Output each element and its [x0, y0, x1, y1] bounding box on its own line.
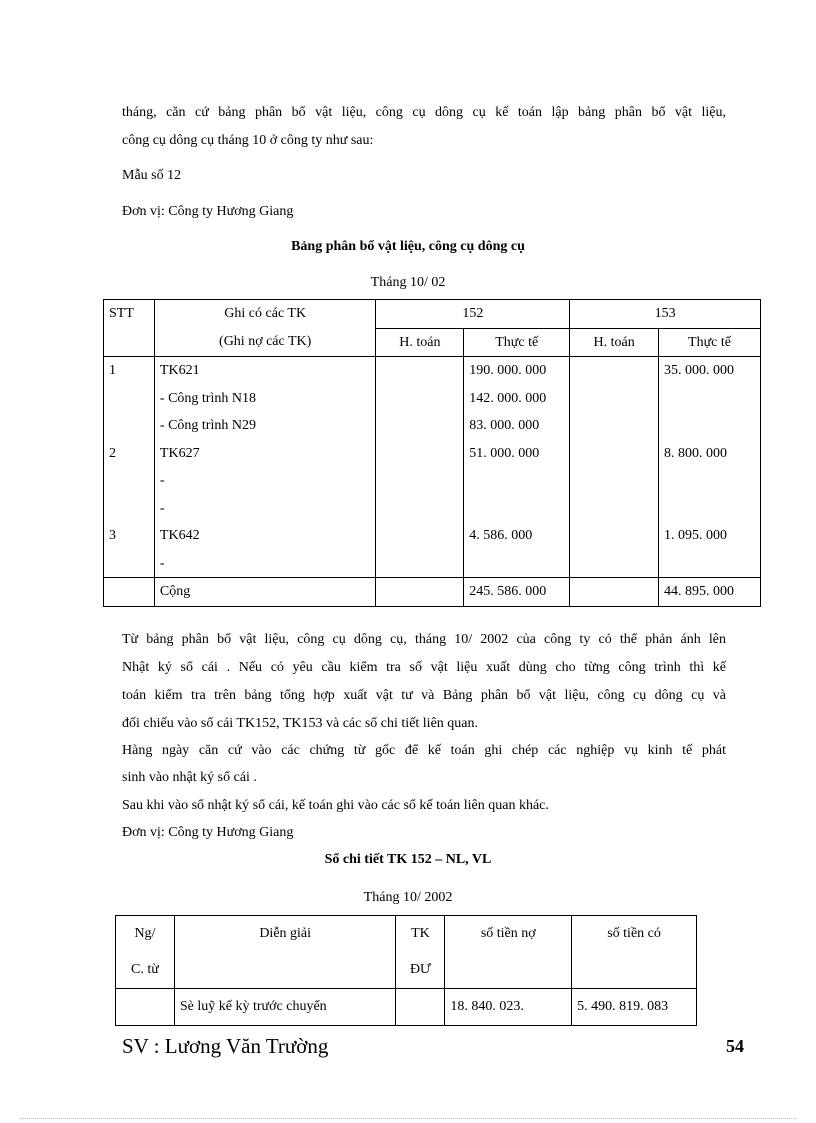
- cell-t152: 4. 586. 000: [464, 522, 570, 550]
- total-t153: 44. 895. 000: [659, 578, 761, 607]
- cell-h153: [570, 440, 659, 468]
- cell-co: 5. 490. 819. 083: [572, 989, 697, 1026]
- cell-tk: [396, 989, 445, 1026]
- cell-name: - Công trình N29: [154, 412, 376, 440]
- cell-stt: [104, 495, 155, 523]
- table-total-row: [104, 578, 761, 607]
- cell-t152: 83. 000. 000: [464, 412, 570, 440]
- header-tk-line1: TK: [411, 926, 430, 941]
- cell-h152: [376, 578, 464, 607]
- cell-h153: [570, 357, 659, 385]
- cell-h152: [376, 550, 464, 578]
- header-ghi-co-line1: Ghi có các TK: [224, 306, 307, 321]
- header-152-thuc-te: Thực tế: [464, 328, 570, 357]
- cell-t153: 1. 095. 000: [659, 522, 761, 550]
- cell-h153: [570, 467, 659, 495]
- cell-h153: [570, 578, 659, 607]
- table-row: [104, 467, 761, 495]
- cell-h152: [376, 440, 464, 468]
- cell-t153: [659, 412, 761, 440]
- cell-h152: [376, 467, 464, 495]
- cell-t153: 35. 000. 000: [659, 357, 761, 385]
- table1-month: Tháng 10/ 02: [370, 275, 446, 290]
- header-ng-ctu: [116, 916, 175, 989]
- cell-h152: [376, 522, 464, 550]
- intro-line-2: công cụ dông cụ tháng 10 ở công ty như sau:: [122, 133, 374, 148]
- cell-stt: [104, 412, 155, 440]
- body-p3: Sau khi vào sổ nhật ký sổ cái, kế toán ghi vào các sổ kế toán liên quan khác.: [122, 798, 549, 813]
- header-ghi-co: [154, 300, 376, 357]
- table-row: [104, 495, 761, 523]
- cell-stt: 3: [104, 522, 155, 550]
- header-tk-du: [396, 916, 445, 989]
- header-so-tien-co: số tiền có: [572, 916, 697, 989]
- cell-t153: [659, 550, 761, 578]
- body-p2-line1: Hàng ngày căn cứ vào các chứng từ gốc để kế toán ghi chép các nghiệp vụ kinh tế phát: [122, 743, 726, 758]
- header-153-thuc-te: Thực tế: [659, 328, 761, 357]
- table2-month: Tháng 10/ 2002: [363, 890, 453, 905]
- total-t152: 245. 586. 000: [464, 578, 570, 607]
- header-tk-line2: ĐƯ: [409, 962, 431, 977]
- cell-name: TK621: [154, 357, 376, 385]
- header-ghi-co-line2: (Ghi nợ các TK): [219, 333, 312, 349]
- table-row: [104, 412, 761, 440]
- student-name: SV : Lương Văn Trường: [122, 1034, 329, 1058]
- cell-name: TK627: [154, 440, 376, 468]
- unit-label-2: Đơn vị: Công ty Hương Giang: [122, 825, 294, 840]
- intro-line-1: tháng, căn cứ bảng phân bổ vật liệu, công cụ dông cụ kế toán lập bảng phân bổ vật liệu,: [122, 105, 726, 120]
- cell-stt: 2: [104, 440, 155, 468]
- cell-h152: [376, 385, 464, 413]
- table-row: [104, 522, 761, 550]
- table-header-row: [116, 916, 697, 989]
- total-label: Cộng: [154, 578, 376, 607]
- table-row: [116, 989, 697, 1026]
- unit-label: Đơn vị: Công ty Hương Giang: [122, 204, 294, 219]
- cell-t153: [659, 467, 761, 495]
- cell-h153: [570, 412, 659, 440]
- body-p1-line4: đối chiếu vào sổ cái TK152, TK153 và các sổ chi tiết liên quan.: [122, 716, 479, 731]
- cell-t153: [659, 495, 761, 523]
- cell-name: - Công trình N18: [154, 385, 376, 413]
- header-so-tien-no: số tiền nợ: [445, 916, 572, 989]
- body-p1-line2: Nhật ký sổ cái . Nếu có yêu cầu kiểm tra số vật liệu xuất dùng cho từng công trình thì kế: [122, 660, 726, 675]
- cell-stt: 1: [104, 357, 155, 385]
- body-p1-line1: Từ bảng phân bổ vật liệu, công cụ dông cụ, tháng 10/ 2002 của công ty có thể phản ánh lên: [122, 632, 726, 647]
- table-row: [104, 385, 761, 413]
- table1-title: Bảng phân bổ vật liệu, công cụ dông cụ: [291, 239, 525, 254]
- cell-t152: 51. 000. 000: [464, 440, 570, 468]
- table2-title: Sổ chi tiết TK 152 – NL, VL: [324, 852, 492, 867]
- cell-stt: [104, 550, 155, 578]
- table-header-row: [104, 300, 761, 329]
- table-row: [104, 550, 761, 578]
- cell-t152: 190. 000. 000: [464, 357, 570, 385]
- header-acc-153: 153: [570, 300, 761, 329]
- cell-h153: [570, 385, 659, 413]
- page-bottom-divider: [20, 1118, 796, 1119]
- table-row: [104, 440, 761, 468]
- cell-stt: [104, 385, 155, 413]
- header-dien-giai: Diễn giải: [174, 916, 396, 989]
- cell-t153: [659, 385, 761, 413]
- header-153-h-toan: H. toán: [570, 328, 659, 357]
- cell-dien-giai: Sè luỹ kế kỳ trước chuyển: [174, 989, 396, 1026]
- cell-name: -: [154, 467, 376, 495]
- cell-h153: [570, 495, 659, 523]
- cell-stt: [104, 578, 155, 607]
- header-ng-line2: C. từ: [131, 962, 159, 977]
- cell-t152: [464, 467, 570, 495]
- cell-h153: [570, 522, 659, 550]
- header-ng-line1: Ng/: [134, 926, 156, 941]
- cell-stt: [104, 467, 155, 495]
- body-p1-line3: toán kiểm tra trên bảng tổng hợp xuất vật tư và Bảng phân bổ vật liệu, công cụ dông cụ và: [122, 688, 726, 703]
- cell-h152: [376, 495, 464, 523]
- cell-ng: [116, 989, 175, 1026]
- header-152-h-toan: H. toán: [376, 328, 464, 357]
- cell-t152: [464, 550, 570, 578]
- cell-name: TK642: [154, 522, 376, 550]
- header-stt: STT: [104, 300, 155, 357]
- cell-t152: 142. 000. 000: [464, 385, 570, 413]
- cell-t152: [464, 495, 570, 523]
- cell-name: -: [154, 495, 376, 523]
- cell-name: -: [154, 550, 376, 578]
- page-number: 54: [726, 1036, 744, 1056]
- cell-h152: [376, 357, 464, 385]
- cell-h152: [376, 412, 464, 440]
- cell-no: 18. 840. 023.: [445, 989, 572, 1026]
- cell-t153: 8. 800. 000: [659, 440, 761, 468]
- form-number: Mẫu số 12: [122, 168, 182, 183]
- header-acc-152: 152: [376, 300, 570, 329]
- allocation-table: [103, 299, 761, 607]
- body-p2-line2: sinh vào nhật ký sổ cái .: [122, 770, 257, 785]
- cell-h153: [570, 550, 659, 578]
- ledger-table: [115, 915, 697, 1026]
- table-row: [104, 357, 761, 385]
